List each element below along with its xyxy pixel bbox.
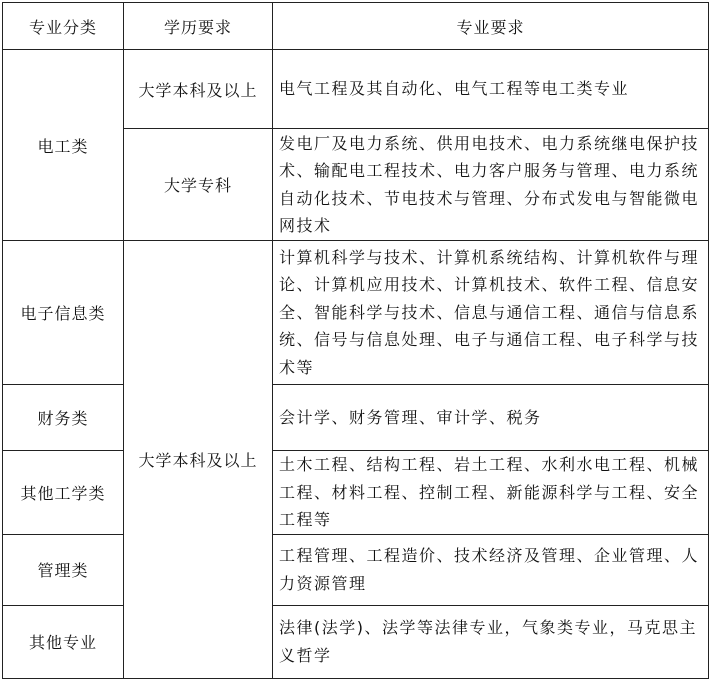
header-education: 学历要求 <box>124 3 273 50</box>
education-cell: 大学专科 <box>124 129 273 241</box>
category-cell: 其他工学类 <box>3 451 124 535</box>
table-row <box>3 50 709 129</box>
table-row <box>3 385 709 451</box>
major-cell: 电气工程及其自动化、电气工程等电工类专业 <box>273 50 709 129</box>
major-cell: 土木工程、结构工程、岩土工程、水利水电工程、机械工程、材料工程、控制工程、新能源科学与工程、安全工程等 <box>273 451 709 535</box>
education-cell-shared: 大学本科及以上 <box>124 241 273 679</box>
table-row <box>3 241 709 385</box>
table-row <box>3 534 709 605</box>
major-cell: 会计学、财务管理、审计学、税务 <box>273 385 709 451</box>
header-major: 专业要求 <box>273 3 709 50</box>
education-cell: 大学本科及以上 <box>124 50 273 129</box>
major-cell: 发电厂及电力系统、供用电技术、电力系统继电保护技术、输配电工程技术、电力客户服务与管理、电力系统自动化技术、节电技术与管理、分布式发电与智能微电网技术 <box>273 129 709 241</box>
major-cell: 计算机科学与技术、计算机系统结构、计算机软件与理论、计算机应用技术、计算机技术、软件工程、信息安全、智能科学与技术、信息与通信工程、通信与信息系统、信号与信息处理、电子与通信工程、电子科学与技术等 <box>273 241 709 385</box>
category-cell: 财务类 <box>3 385 124 451</box>
header-row <box>3 3 709 50</box>
category-cell: 其他专业 <box>3 605 124 678</box>
major-cell: 法律(法学)、法学等法律专业，气象类专业，马克思主义哲学 <box>273 605 709 678</box>
table-row <box>3 605 709 678</box>
category-cell: 电工类 <box>3 50 124 241</box>
header-category: 专业分类 <box>3 3 124 50</box>
category-cell: 电子信息类 <box>3 241 124 385</box>
table-row <box>3 451 709 535</box>
category-cell: 管理类 <box>3 534 124 605</box>
major-requirements-table <box>2 2 709 679</box>
major-cell: 工程管理、工程造价、技术经济及管理、企业管理、人力资源管理 <box>273 534 709 605</box>
